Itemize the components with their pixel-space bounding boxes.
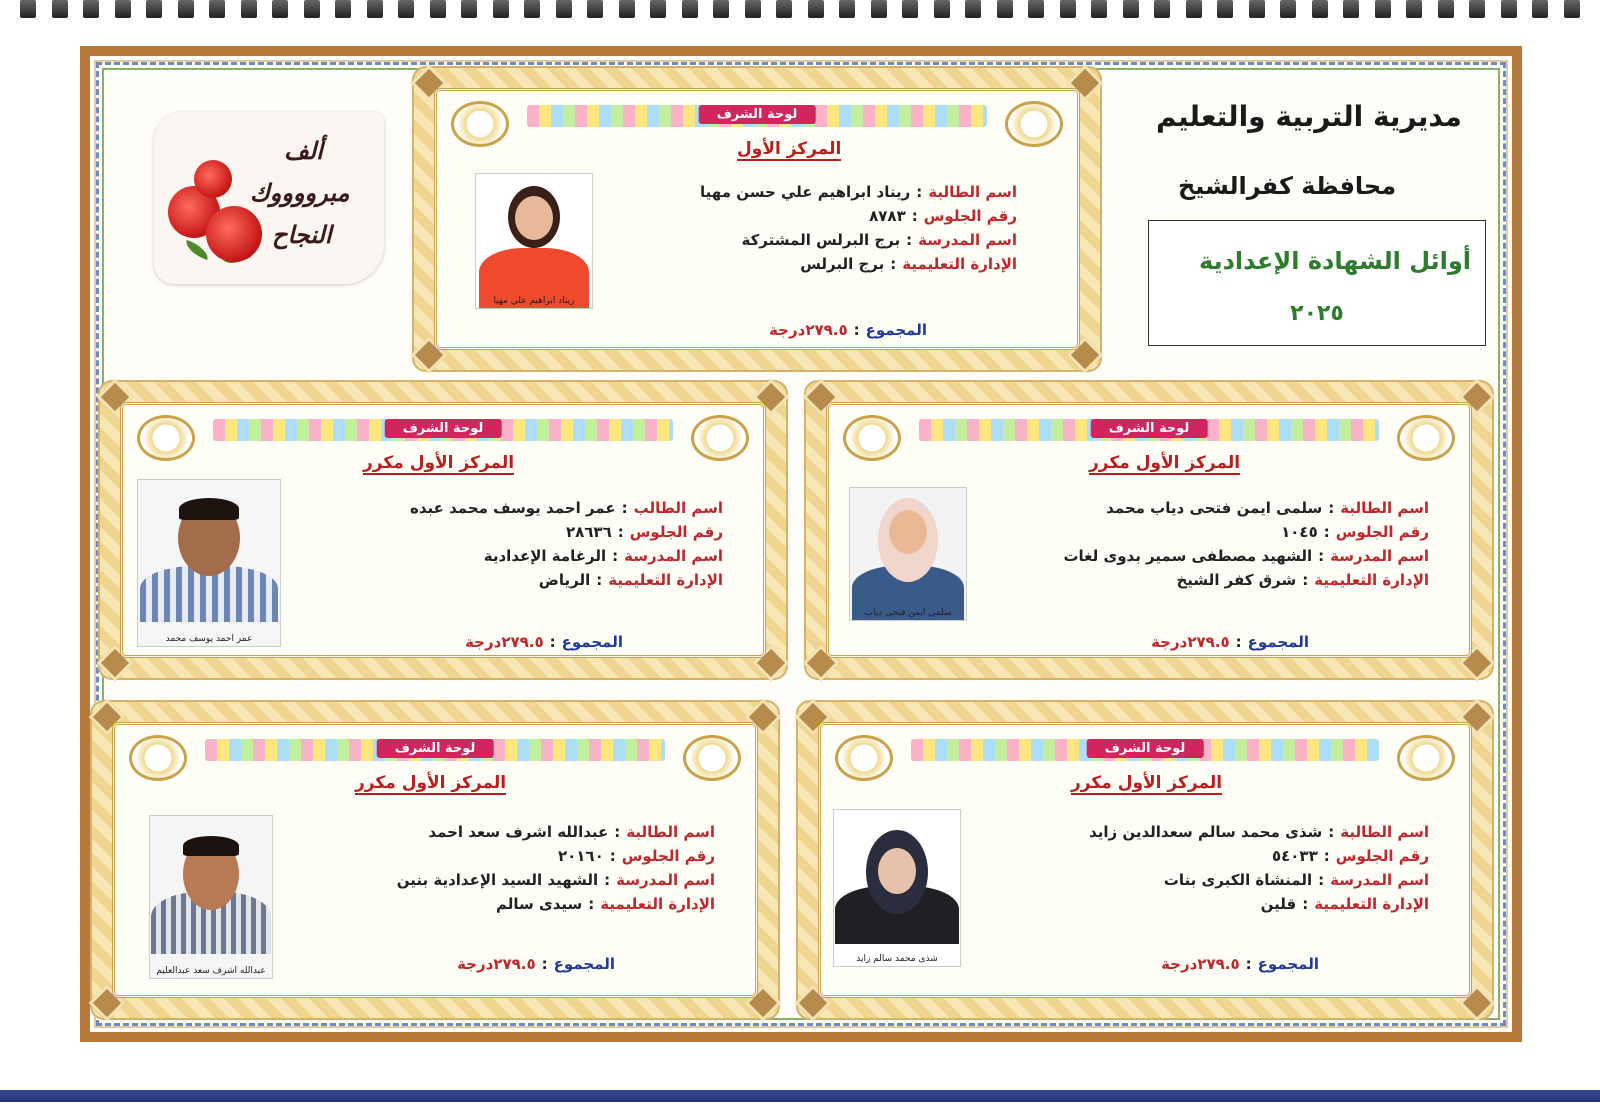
seat-number: ٢٠١٦٠	[557, 847, 604, 865]
education-logo-icon	[137, 415, 195, 461]
school-row: اسم المدرسة : برج البرلس المشتركة	[741, 231, 1017, 249]
school-name: برج البرلس المشتركة	[741, 231, 901, 249]
honor-board-badge: لوحة الشرف	[1091, 419, 1208, 438]
school-row: اسم المدرسة : الشهيد مصطفى سمير بدوى لغات	[1063, 547, 1429, 565]
student-details	[1089, 823, 1429, 919]
student-photo	[475, 173, 593, 309]
photo-caption: سلمى ايمن فتحى دياب	[864, 608, 952, 618]
seat-number-row: رقم الجلوس : ٢٨٦٣٦	[565, 523, 723, 541]
student-name-row: اسم الطالبة : ريناد ابراهيم علي حسن مهيا	[700, 183, 1017, 201]
administration-name: برج البرلس	[800, 255, 885, 273]
ministry-seal-icon	[1397, 735, 1455, 781]
honor-card-fourth	[796, 700, 1494, 1020]
school-row: اسم المدرسة : الشهيد السيد الإعدادية بنين	[396, 871, 715, 889]
greeting-line-2: مبرووووك	[250, 178, 350, 207]
greeting-line-1: ألف	[284, 136, 323, 165]
greeting-line-3: النجاح	[272, 220, 332, 249]
administration-row: الإدارة التعليمية : قلين	[1260, 895, 1429, 913]
total-score: المجموع:٢٧٩.٥درجة	[1161, 955, 1319, 973]
school-name: الرغامة الإعدادية	[483, 547, 607, 565]
student-details	[397, 823, 715, 919]
administration-name: قلين	[1260, 895, 1297, 913]
administration-name: سيدى سالم	[495, 895, 583, 913]
student-name: عبدالله اشرف سعد احمد	[428, 823, 609, 841]
student-photo	[849, 487, 967, 621]
ministry-seal-icon	[1397, 415, 1455, 461]
school-row: اسم المدرسة : الرغامة الإعدادية	[483, 547, 723, 565]
honor-board-badge: لوحة الشرف	[385, 419, 502, 438]
student-name-row: اسم الطالبة : عبدالله اشرف سعد احمد	[428, 823, 715, 841]
ministry-seal-icon	[691, 415, 749, 461]
student-name: شذى محمد سالم سعدالدين زايد	[1089, 823, 1323, 841]
photo-caption: عمر احمد يوسف محمد	[165, 634, 253, 644]
total-value: ٢٧٩.٥درجة	[465, 633, 544, 651]
student-photo	[833, 809, 961, 967]
total-value: ٢٧٩.٥درجة	[769, 321, 848, 339]
seat-number: ١٠٤٥	[1281, 523, 1318, 541]
administration-row: الإدارة التعليمية : شرق كفر الشيخ	[1176, 571, 1429, 589]
administration-row: الإدارة التعليمية : برج البرلس	[800, 255, 1017, 273]
honor-card-second	[804, 380, 1494, 680]
rank-title: المركز الأول	[737, 139, 842, 159]
student-name-row: اسم الطالبة : شذى محمد سالم سعدالدين زايد	[1089, 823, 1429, 841]
total-value: ٢٧٩.٥درجة	[1161, 955, 1240, 973]
photo-caption: عبدالله اشرف سعد عبدالعليم	[156, 966, 266, 976]
rose-icon	[206, 206, 262, 262]
certificate-title: أوائل الشهادة الإعدادية	[1199, 247, 1471, 275]
administration-name: الرياض	[538, 571, 591, 589]
school-name: الشهيد مصطفى سمير بدوى لغات	[1063, 547, 1313, 565]
student-photo	[137, 479, 281, 647]
bottom-rule	[0, 1090, 1600, 1102]
administration-row: الإدارة التعليمية : الرياض	[538, 571, 723, 589]
total-score: المجموع:٢٧٩.٥درجة	[1151, 633, 1309, 651]
administration-row: الإدارة التعليمية : سيدى سالم	[495, 895, 715, 913]
student-name: عمر احمد يوسف محمد عبده	[410, 499, 616, 517]
seat-number: ٥٤٠٣٣	[1271, 847, 1318, 865]
student-name: ريناد ابراهيم علي حسن مهيا	[700, 183, 911, 201]
seat-number: ٢٨٦٣٦	[565, 523, 612, 541]
education-logo-icon	[835, 735, 893, 781]
education-logo-icon	[129, 735, 187, 781]
photo-caption: شذى محمد سالم زايد	[856, 954, 938, 964]
total-value: ٢٧٩.٥درجة	[457, 955, 536, 973]
total-value: ٢٧٩.٥درجة	[1151, 633, 1230, 651]
ministry-seal-icon	[1005, 101, 1063, 147]
certificate-box	[1148, 220, 1486, 346]
rank-title: المركز الأول مكرر	[1071, 773, 1223, 793]
congratulations-card	[154, 112, 384, 284]
seat-number-row: رقم الجلوس : ٨٧٨٣	[869, 207, 1017, 225]
school-name: الشهيد السيد الإعدادية بنين	[396, 871, 599, 889]
seat-number-row: رقم الجلوس : ١٠٤٥	[1281, 523, 1429, 541]
seat-number-row: رقم الجلوس : ٢٠١٦٠	[557, 847, 715, 865]
honor-board-badge: لوحة الشرف	[377, 739, 494, 758]
seat-number: ٨٧٨٣	[869, 207, 906, 225]
seat-number-row: رقم الجلوس : ٥٤٠٣٣	[1271, 847, 1429, 865]
rose-icon	[194, 160, 232, 198]
honor-card-first	[412, 66, 1102, 372]
education-logo-icon	[451, 101, 509, 147]
student-details	[700, 183, 1017, 279]
total-score: المجموع:٢٧٩.٥درجة	[769, 321, 927, 339]
rank-title: المركز الأول مكرر	[1089, 453, 1241, 473]
ministry-seal-icon	[683, 735, 741, 781]
photo-caption: ريناد ابراهيم علي مهيا	[493, 296, 575, 306]
spiral-binding	[20, 0, 1580, 20]
student-details	[1063, 499, 1429, 595]
rank-title: المركز الأول مكرر	[363, 453, 515, 473]
student-name-row: اسم الطالبة : سلمى ايمن فتحى دياب محمد	[1106, 499, 1429, 517]
total-score: المجموع:٢٧٩.٥درجة	[465, 633, 623, 651]
directorate-title: مديرية التربية والتعليم	[1156, 100, 1462, 133]
certificate-year: ٢٠٢٥	[1290, 301, 1344, 326]
student-details	[410, 499, 723, 595]
student-name-row: اسم الطالب : عمر احمد يوسف محمد عبده	[410, 499, 723, 517]
honor-board-badge: لوحة الشرف	[699, 105, 816, 124]
student-name: سلمى ايمن فتحى دياب محمد	[1106, 499, 1323, 517]
honor-card-fifth	[90, 700, 780, 1020]
honor-card-third	[98, 380, 788, 680]
education-logo-icon	[843, 415, 901, 461]
school-name: المنشاة الكبرى بنات	[1163, 871, 1313, 889]
rank-title: المركز الأول مكرر	[355, 773, 507, 793]
governorate-title: محافظة كفرالشيخ	[1178, 172, 1397, 200]
total-score: المجموع:٢٧٩.٥درجة	[457, 955, 615, 973]
honor-board-badge: لوحة الشرف	[1087, 739, 1204, 758]
administration-name: شرق كفر الشيخ	[1176, 571, 1297, 589]
school-row: اسم المدرسة : المنشاة الكبرى بنات	[1163, 871, 1429, 889]
student-photo	[149, 815, 273, 979]
